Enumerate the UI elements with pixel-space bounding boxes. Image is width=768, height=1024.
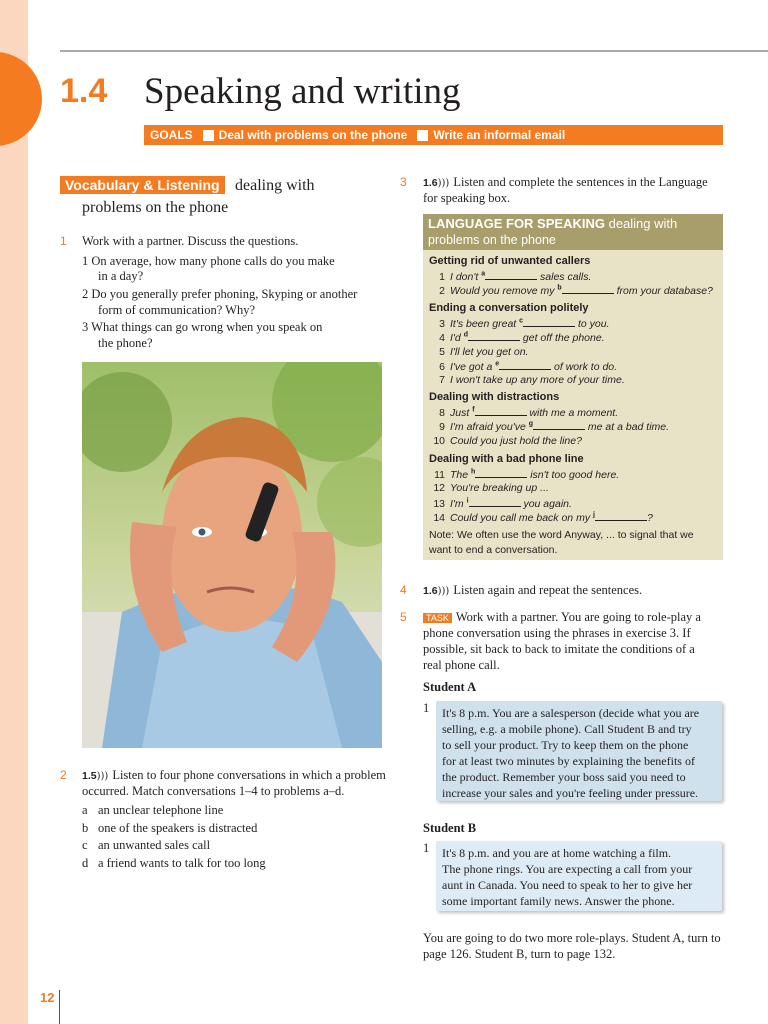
audio-icon: ))) — [96, 771, 109, 782]
question-text: in a day? — [98, 269, 144, 283]
blank-line — [469, 497, 521, 507]
list-item: b — [82, 821, 89, 835]
exercise-text-line: occurred. Match conversations 1–4 to problems a–d. — [82, 784, 345, 798]
exercise-text — [423, 582, 642, 600]
audio-track: 1.5 — [82, 770, 97, 782]
blank-line — [499, 360, 551, 370]
language-heading: Dealing with distractions — [429, 391, 560, 403]
section-number: 1.4 — [60, 72, 108, 110]
goals-bar — [144, 125, 723, 145]
list-item: c — [82, 838, 88, 852]
student-b-role-card — [436, 841, 722, 911]
checkbox-icon — [203, 130, 214, 141]
role-card-line: selling, e.g. a mobile phone). Call Student B and try — [442, 722, 692, 736]
question-text: 2 Do you generally prefer phoning, Skyping or another — [82, 287, 358, 301]
vocab-title-line1: dealing with — [235, 177, 315, 194]
exercise-text-line: Work with a partner. You are going to role-play a — [455, 610, 701, 624]
exercise-instruction: Work with a partner. Discuss the questions. — [82, 234, 299, 248]
language-box-header — [423, 214, 723, 250]
blank-line — [595, 511, 647, 521]
question-text: the phone? — [98, 336, 153, 350]
audio-icon: ))) — [437, 178, 450, 189]
exercise-text-line: Listen again and repeat the sentences. — [453, 583, 643, 597]
language-item: 3 It's been great $^c$ to you. — [439, 317, 610, 330]
exercise-number: 3 — [400, 175, 407, 189]
man-on-phone-photo — [82, 362, 382, 748]
language-heading: Getting rid of unwanted callers — [429, 255, 591, 267]
role-card-line: aunt in Canada. You need to speak to her to give her — [442, 878, 693, 892]
role-card-line: It's 8 p.m. and you are at home watching a film. — [442, 846, 672, 860]
role-card-line: some important family news. Answer the phone. — [442, 894, 675, 908]
audio-track: 1.6 — [423, 585, 438, 597]
exercise-text-line: phone conversation using the phrases in exercise 3. If — [423, 626, 691, 640]
exercise-text-line: real phone call. — [423, 658, 500, 672]
language-item: 13 I'm $^i$ you again. — [433, 497, 572, 510]
role-number: 1 — [423, 701, 430, 715]
blank-line — [475, 406, 527, 416]
language-item: 8 Just $^f$ with me a moment. — [439, 406, 619, 419]
exercise-text-line: Listen and complete the sentences in the Language — [453, 175, 708, 189]
language-heading: Dealing with a bad phone line — [429, 453, 584, 465]
exercise-number: 4 — [400, 583, 407, 597]
blank-line — [485, 270, 537, 280]
blank-line — [562, 284, 614, 294]
list-item-text: an unwanted sales call — [98, 838, 211, 852]
list-item: a — [82, 803, 88, 817]
exercise-text-line: Listen to four phone conversations in which a problem — [112, 768, 386, 782]
closing-text: page 126. Student B, turn to page 132. — [423, 947, 616, 961]
role-card-line: the product. Remember your boss said you need to — [442, 770, 686, 784]
checkbox-icon — [417, 130, 428, 141]
goal-text: Write an informal email — [433, 128, 566, 142]
exercise-number: 1 — [60, 234, 67, 248]
student-a-label: Student A — [423, 680, 477, 694]
language-for-speaking-box — [423, 214, 723, 560]
page-number-rule — [59, 990, 60, 1024]
task-tag: TASK — [423, 613, 452, 623]
role-card-line: for at least two minutes by explaining the benefits of — [442, 754, 695, 768]
blank-line — [523, 317, 575, 327]
language-box-subtitle-line2: problems on the phone — [428, 233, 556, 247]
language-item: 10 Could you just hold the line? — [433, 435, 582, 447]
question-text: form of communication? Why? — [98, 303, 256, 317]
role-card-line: increase your sales and you're feeling under pressure. — [442, 786, 699, 800]
language-item: 6 I've got a $^e$ of work to do. — [439, 360, 618, 373]
goal-item — [203, 128, 408, 142]
role-card-line: It's 8 p.m. You are a salesperson (decide what you are — [442, 706, 700, 720]
language-item: 9 I'm afraid you've $^g$ me at a bad time. — [439, 420, 670, 433]
language-box-title: LANGUAGE FOR SPEAKING — [428, 216, 605, 231]
goal-item — [417, 128, 565, 142]
language-item: 4 I'd $^d$ get off the phone. — [439, 331, 605, 344]
language-heading: Ending a conversation politely — [429, 302, 589, 314]
exercise-text-line: possible, sit back to back to imitate the conditions of a — [423, 642, 695, 656]
language-item: 14 Could you call me back on my $^j$ ? — [433, 511, 653, 524]
question-text: 3 What things can go wrong when you speak on — [82, 320, 323, 334]
student-a-role-card — [436, 701, 722, 801]
list-item: d — [82, 856, 89, 870]
blank-line — [475, 468, 527, 478]
list-item-text: an unclear telephone line — [98, 803, 224, 817]
language-note: want to end a conversation. — [429, 544, 558, 556]
language-item: 12 You're breaking up ... — [433, 482, 549, 494]
language-box-subtitle: dealing with — [608, 216, 678, 231]
blank-line — [533, 420, 585, 430]
section-circle-marker — [0, 52, 42, 146]
left-margin-bar — [0, 0, 28, 1024]
exercise-text-line: for speaking box. — [423, 191, 511, 205]
language-note: Note: We often use the word Anyway, ... to signal that we — [429, 529, 694, 541]
exercise-text — [423, 609, 701, 626]
language-item: 7 I won't take up any more of your time. — [439, 374, 625, 386]
list-item-text: one of the speakers is distracted — [98, 821, 258, 835]
language-item: 11 The $^h$ isn't too good here. — [434, 468, 620, 481]
closing-text: You are going to do two more role-plays. Student A, turn to — [423, 931, 721, 945]
language-item: 5 I'll let you get on. — [439, 346, 529, 358]
audio-track: 1.6 — [423, 177, 438, 189]
section-title: Speaking and writing — [144, 71, 461, 112]
vocab-title-line2: problems on the phone — [82, 199, 229, 216]
question-text: 1 On average, how many phone calls do you make — [82, 254, 335, 268]
blank-line — [468, 331, 520, 341]
role-card-line: The phone rings. You are expecting a call from your — [442, 862, 693, 876]
exercise-number: 5 — [400, 610, 407, 624]
role-card-line: to sell your product. Try to keep them on the phone — [442, 738, 689, 752]
language-item: 1 I don't $^a$ sales calls. — [439, 270, 592, 283]
goal-text: Deal with problems on the phone — [218, 128, 408, 142]
top-rule — [60, 50, 768, 52]
vocabulary-tag: Vocabulary & Listening — [60, 176, 225, 194]
audio-icon: ))) — [437, 586, 450, 597]
role-number: 1 — [423, 841, 430, 855]
goals-label: GOALS — [150, 128, 193, 142]
exercise-number: 2 — [60, 768, 67, 782]
language-item: 2 Would you remove my $^b$ from your database? — [439, 284, 713, 297]
list-item-text: a friend wants to talk for too long — [98, 856, 266, 870]
student-b-label: Student B — [423, 821, 477, 835]
page-number: 12 — [40, 990, 55, 1005]
